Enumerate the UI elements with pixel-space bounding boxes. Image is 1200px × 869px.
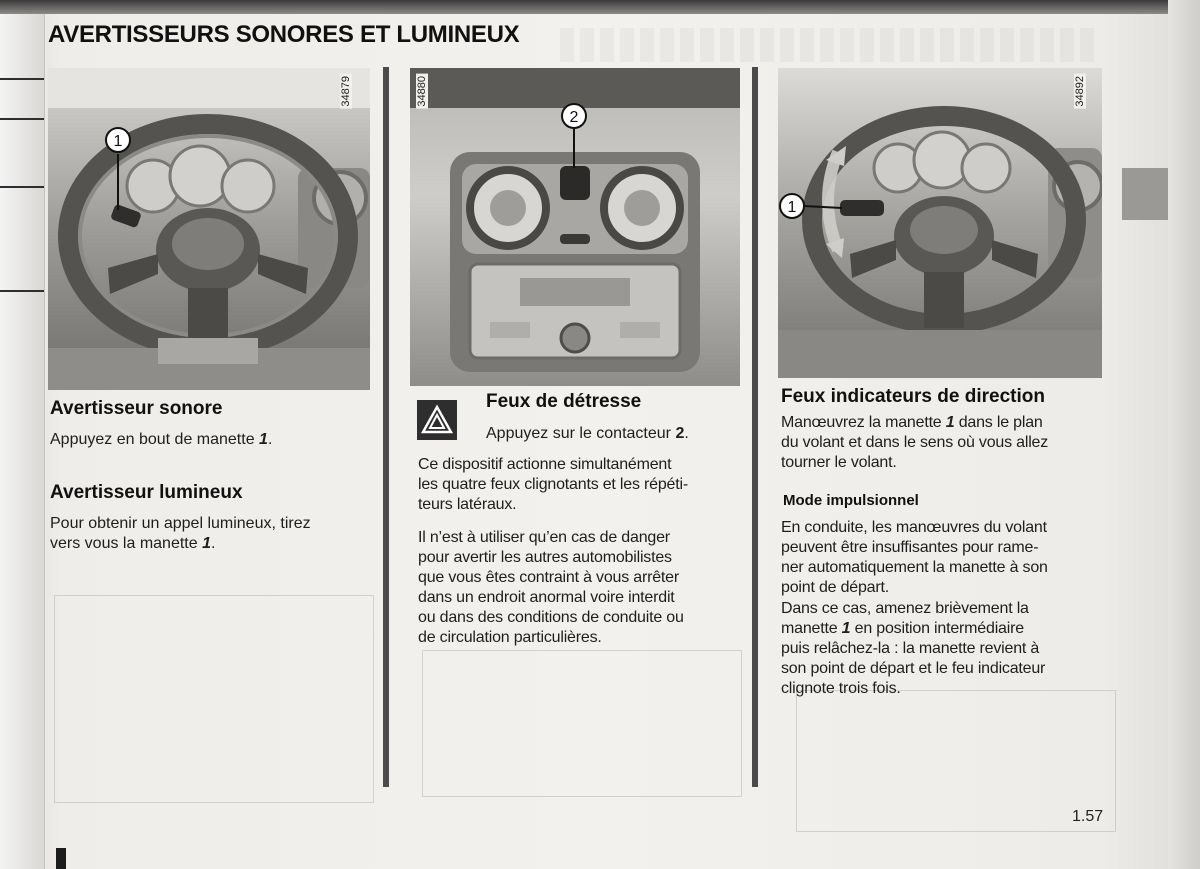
left-page-edge bbox=[0, 14, 45, 869]
text-fragment: Appuyez sur le contacteur bbox=[486, 425, 676, 442]
text-line: ner automatiquement la manette à son bbox=[781, 559, 1048, 576]
text-line: ou dans des conditions de conduite ou bbox=[418, 609, 684, 626]
text-fragment: . bbox=[684, 425, 689, 442]
show-through-box bbox=[54, 595, 374, 803]
text-feux-indicateurs bbox=[781, 413, 1111, 473]
heading-avertisseur-sonore: Avertisseur sonore bbox=[50, 398, 223, 419]
text-line: Il n’est à utiliser qu’en cas de danger bbox=[418, 529, 670, 546]
text-line: dans un endroit anormal voire interdit bbox=[418, 589, 675, 606]
text-avertisseur-sonore bbox=[50, 430, 272, 450]
text-line: pour avertir les autres automobilistes bbox=[418, 549, 672, 566]
photo-callout: 1 bbox=[113, 133, 123, 150]
text-fragment: . bbox=[267, 431, 273, 448]
text-fragment: manette bbox=[781, 620, 842, 637]
text-fragment: . bbox=[210, 535, 216, 552]
column-divider-1 bbox=[383, 67, 389, 787]
callout-number: 1 bbox=[945, 414, 955, 431]
callout-number: 1 bbox=[841, 620, 851, 637]
paragraph-dispositif bbox=[418, 455, 743, 515]
text-line: tourner le volant. bbox=[781, 454, 897, 471]
photo-reference-code: 34879 bbox=[340, 76, 352, 107]
photo-steering-wheel-indicators bbox=[778, 68, 1102, 378]
show-through-ghost bbox=[560, 28, 1100, 62]
photo-center-console-hazard bbox=[410, 68, 740, 386]
bottom-edge-mark bbox=[56, 848, 66, 869]
show-through-box bbox=[796, 690, 1116, 832]
hazard-warning-icon bbox=[417, 400, 457, 440]
text-line: Ce dispositif actionne simultanément bbox=[418, 456, 672, 473]
text-line: les quatre feux clignotants et les répéti- bbox=[418, 476, 688, 493]
callout-number: 1 bbox=[259, 431, 268, 448]
photo-reference-code: 34892 bbox=[1074, 76, 1086, 107]
text-fragment: Manœuvrez la manette bbox=[781, 414, 946, 431]
text-avertisseur-lumineux bbox=[50, 514, 375, 554]
text-fragment: en position intermédiaire bbox=[850, 620, 1024, 637]
paragraph-conduite bbox=[781, 518, 1111, 598]
subheading-mode-impulsionnel: Mode impulsionnel bbox=[783, 492, 919, 509]
text-line: Dans ce cas, amenez brièvement la bbox=[781, 600, 1029, 617]
callout-number: 1 bbox=[202, 535, 211, 552]
text-line: Pour obtenir un appel lumineux, tirez bbox=[50, 515, 311, 532]
text-line: puis relâchez-la : la manette revient à bbox=[781, 640, 1040, 657]
paragraph-dans-ce-cas bbox=[781, 599, 1111, 699]
text-line: clignote trois fois. bbox=[781, 680, 901, 697]
show-through-box bbox=[422, 650, 742, 797]
chapter-tab-marker bbox=[1122, 168, 1168, 220]
photo-reference-code: 34880 bbox=[416, 76, 428, 107]
text-line: point de départ. bbox=[781, 579, 889, 596]
photo-callout: 1 bbox=[787, 199, 797, 216]
callout-number: 2 bbox=[675, 425, 685, 442]
text-fragment: vers vous la manette bbox=[50, 535, 203, 552]
text-feux-de-detresse-intro bbox=[486, 424, 689, 444]
text-line: de circulation particulières. bbox=[418, 629, 602, 646]
text-line bbox=[781, 619, 1111, 639]
paragraph-usage bbox=[418, 528, 743, 648]
heading-feux-indicateurs: Feux indicateurs de direction bbox=[781, 386, 1045, 407]
page-number: 1.57 bbox=[1072, 808, 1104, 825]
text-line: En conduite, les manœuvres du volant bbox=[781, 519, 1047, 536]
text-fragment: dans le plan bbox=[954, 414, 1043, 431]
heading-feux-de-detresse: Feux de détresse bbox=[486, 391, 642, 412]
text-line: son point de départ et le feu indicateur bbox=[781, 660, 1046, 677]
text-line bbox=[50, 534, 375, 554]
text-line: du volant et dans le sens où vous allez bbox=[781, 434, 1049, 451]
photo-steering-wheel-horn bbox=[48, 68, 370, 390]
page-top-shadow bbox=[0, 0, 1200, 14]
right-page-edge bbox=[1168, 0, 1200, 869]
column-divider-2 bbox=[752, 67, 758, 787]
text-line bbox=[781, 413, 1111, 433]
text-line: que vous êtes contraint à vous arrêter bbox=[418, 569, 679, 586]
text-line: peuvent être insuffisantes pour rame- bbox=[781, 539, 1039, 556]
heading-avertisseur-lumineux: Avertisseur lumineux bbox=[50, 482, 243, 503]
text-line: teurs latéraux. bbox=[418, 496, 517, 513]
photo-callout: 2 bbox=[569, 109, 579, 126]
text-fragment: Appuyez en bout de manette bbox=[50, 431, 260, 448]
page-title: AVERTISSEURS SONORES ET LUMINEUX bbox=[48, 21, 520, 48]
